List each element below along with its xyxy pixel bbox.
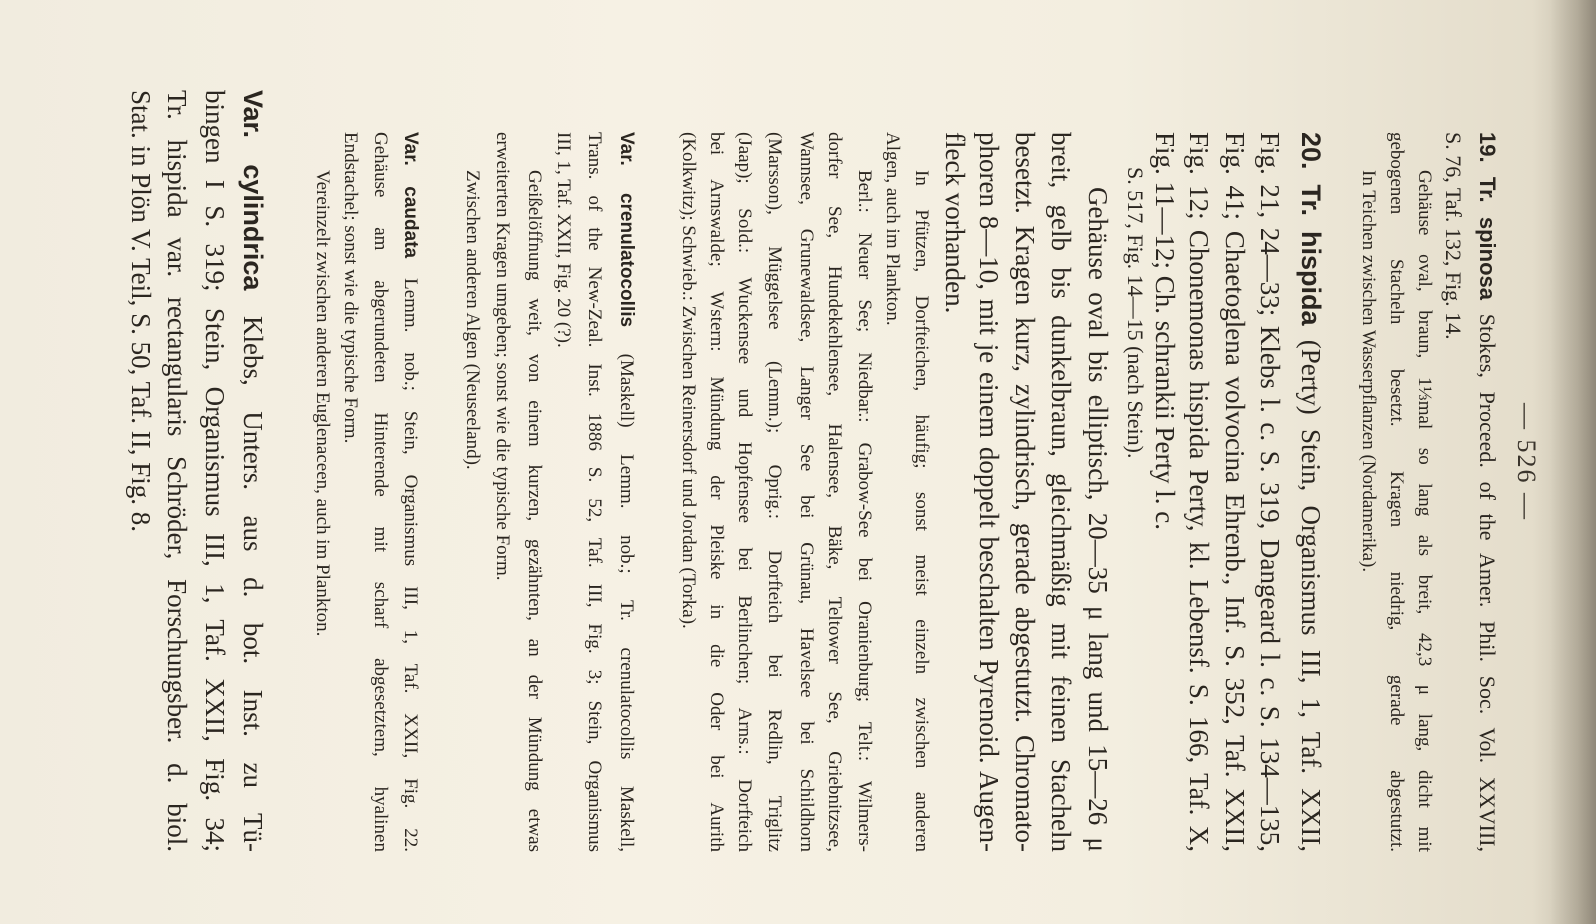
text-run: erweiterten Kragen umgeben; sonst wie die typische Form. bbox=[492, 132, 513, 581]
text-run: (Perty) Stein, Organismus III, 1, Taf. XXII, bbox=[1296, 325, 1326, 853]
text-run: gebogenen Stacheln besetzt. Kragen niedrig, gerade abgestutzt. bbox=[1386, 132, 1407, 852]
text-line bbox=[585, 132, 604, 852]
text-run: dorfer See, Hundekehlensee, Halensee, Bäke, Teltower See, Griebnitzsee, bbox=[824, 132, 845, 852]
text-run: Stat. in Plön V. Teil, S. 50, Taf. II, Fig. 8. bbox=[126, 90, 156, 533]
text-line bbox=[679, 132, 698, 629]
entry-heading: Var. caudata bbox=[400, 132, 421, 259]
text-line bbox=[883, 132, 902, 326]
text-line bbox=[341, 132, 360, 443]
text-line bbox=[201, 90, 228, 852]
text-run: (Jaap); Sold.: Wuckensee und Hopfensee bei Berlinchen; Arns.: Dorfteich bbox=[734, 132, 755, 852]
text-line bbox=[1415, 170, 1434, 852]
text-run: Tr. hispida var. rectangularis Schröder, Forschungsber. d. biol. bbox=[162, 90, 192, 852]
text-run: Berl.: Neuer See; Niedbar.: Grabow-See bei Oranienburg; Telt.: Wilmers- bbox=[854, 170, 875, 852]
text-run: breit, gelb bis dunkelbraun, gleichmäßig mit feinen Stacheln bbox=[1046, 132, 1076, 852]
text-line bbox=[1011, 132, 1038, 852]
text-run: Lemm. nob.; Stein, Organismus III, 1, Taf. XXII, Fig. 22. bbox=[400, 258, 421, 853]
text-run: Fig. 11—12; Ch. schrankii Perty l. c. bbox=[1150, 132, 1180, 530]
text-run: (Kolkwitz); Schwieb.: Zwischen Reinersdorf und Jordan (Torka). bbox=[678, 132, 699, 629]
text-line bbox=[554, 132, 573, 348]
text-run: (Marsson), Müggelsee (Lemm.); Oprig.: Dorfteich bei Redlin, Triglitz bbox=[764, 132, 785, 852]
text-line bbox=[1297, 132, 1324, 852]
text-line bbox=[765, 132, 784, 852]
text-line bbox=[1256, 132, 1283, 852]
text-run: Stokes, Proceed. of the Amer. Phil. Soc. Vol. XXVIII, bbox=[1475, 300, 1500, 852]
entry-heading: Var. crenulatocollis bbox=[616, 132, 637, 328]
text-line bbox=[1476, 132, 1498, 852]
text-line bbox=[525, 170, 544, 852]
text-run: besetzt. Kragen kurz, zylindrisch, gerade abgestutzt. Chromato- bbox=[1010, 132, 1040, 852]
text-run: Vereinzelt zwischen anderen Euglenaceen, auch im Plankton. bbox=[312, 170, 333, 637]
text-line bbox=[975, 132, 1002, 852]
text-run: Wannsee, Grunewaldsee, Langer See bei Grünau, Havelsee bei Schildhorn bbox=[796, 132, 817, 852]
text-line bbox=[941, 132, 968, 313]
text-line bbox=[371, 132, 390, 852]
text-run: Geißelöffnung weit, von einem kurzen, gezähnten, an der Mündung etwas bbox=[524, 170, 545, 852]
text-run: Zwischen anderen Algen (Neuseeland). bbox=[462, 170, 483, 470]
text-run: III, 1, Taf. XXII, Fig. 20 (?). bbox=[553, 132, 574, 348]
text-run: Fig. 21, 24—33; Klebs l. c. S. 319, Dangeard l. c. S. 134—135, bbox=[1255, 132, 1285, 852]
page-number: — 526 — bbox=[1512, 403, 1541, 521]
text-line bbox=[1359, 170, 1378, 572]
text-line bbox=[707, 132, 726, 852]
text-line bbox=[617, 132, 636, 852]
text-line bbox=[493, 132, 512, 581]
text-line bbox=[1084, 187, 1111, 852]
entry-heading: 19. Tr. spinosa bbox=[1475, 132, 1500, 301]
text-line bbox=[825, 132, 844, 852]
text-line bbox=[1442, 132, 1464, 340]
text-run: Fig. 41; Chaetoglena volvocina Ehrenb., Inf. S. 352, Taf. XXII, bbox=[1220, 132, 1250, 852]
text-run: Trans. of the New-Zeal. Inst. 1886 S. 52, Taf. III, Fig. 3; Stein, Organismus bbox=[584, 132, 605, 852]
entry-heading: 20. Tr. hispida bbox=[1296, 132, 1326, 326]
text-run: Fig. 12; Chonemonas hispida Perty, kl. Lebensf. S. 166, Taf. X, bbox=[1184, 132, 1214, 852]
text-run: Klebs, Unters. aus d. bot. Inst. zu Tü- bbox=[238, 290, 268, 852]
text-run: In Pfützen, Dorfteichen, häufig; sonst meist einzeln zwischen anderen bbox=[911, 170, 932, 852]
text-run: Gehäuse oval, braun, 1⅓mal so lang als breit, 42,3 μ lang, dicht mit bbox=[1414, 170, 1435, 852]
entry-heading: Var. cylindrica bbox=[238, 90, 268, 291]
text-run: bingen I S. 319; Stein, Organismus III, 1, Taf. XXII, Fig. 34; bbox=[200, 90, 230, 852]
text-run: In Teichen zwischen Wasserpflanzen (Nordamerika). bbox=[1358, 170, 1379, 573]
text-run: (Maskell) Lemm. nob.; Tr. crenulatocollis Maskell, bbox=[616, 327, 637, 852]
text-run: Gehäuse oval bis elliptisch, 20—35 μ lang und 15—26 μ bbox=[1083, 187, 1113, 852]
text-line bbox=[1151, 132, 1178, 530]
text-line bbox=[797, 132, 816, 852]
text-line bbox=[1124, 167, 1146, 459]
text-line bbox=[912, 170, 931, 852]
text-line bbox=[1387, 132, 1406, 852]
text-line bbox=[163, 90, 190, 852]
text-line bbox=[401, 132, 420, 852]
text-line bbox=[735, 132, 754, 852]
text-line bbox=[239, 90, 266, 852]
text-run: bei Arnswalde; Wstern: Mündung der Pleiske in die Oder bei Aurith bbox=[706, 132, 727, 852]
text-line bbox=[1221, 132, 1248, 852]
text-line bbox=[1047, 132, 1074, 852]
text-run: S. 517, Fig. 14—15 (nach Stein). bbox=[1123, 167, 1148, 459]
text-run: Gehäuse am abgerundeten Hinterende mit scharf abgesetztem, hyalinen bbox=[370, 132, 391, 852]
text-line bbox=[127, 90, 154, 532]
text-line bbox=[855, 170, 874, 852]
text-run: Algen, auch im Plankton. bbox=[882, 132, 903, 326]
text-run: S. 76, Taf. 132, Fig. 14. bbox=[1441, 132, 1466, 340]
text-run: phoren 8—10, mit je einem doppelt beschalten Pyrenoid. Augen- bbox=[974, 132, 1004, 852]
text-line bbox=[1185, 132, 1212, 852]
text-line bbox=[463, 170, 482, 470]
text-run: fleck vorhanden. bbox=[940, 132, 970, 314]
text-line bbox=[313, 170, 332, 636]
text-run: Endstachel; sonst wie die typische Form. bbox=[340, 132, 361, 444]
